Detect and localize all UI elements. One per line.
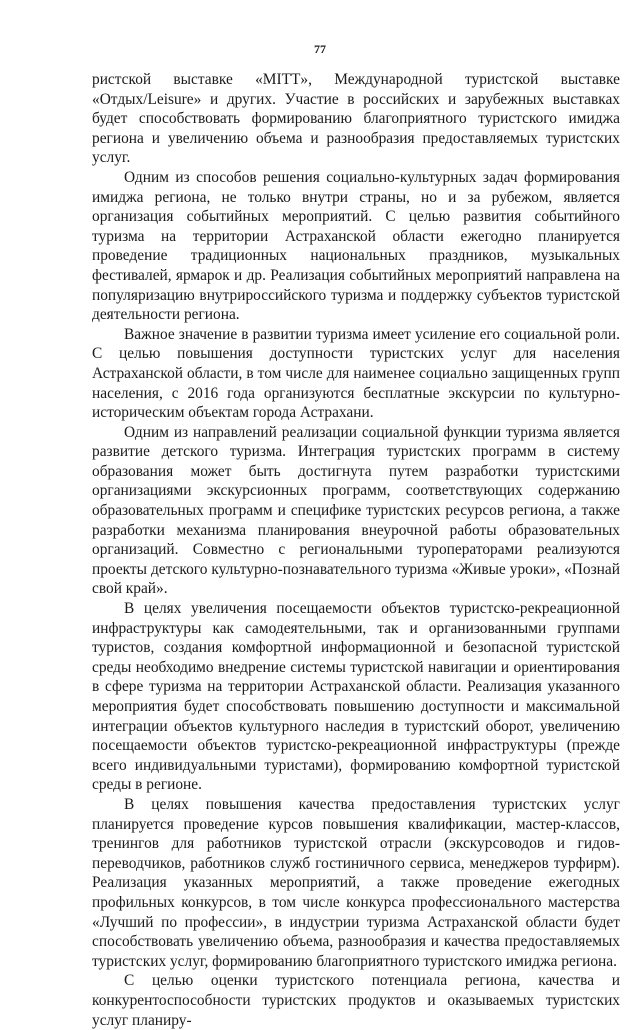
- paragraph-6: В целях повышения качества предоставления туристских услуг планируется проведение курсов повышения квалификации, мастер-классов, тренингов для работников туристской отрасли (экскурсоводов и гидов-переводчиков, работников служб гостиничного сервиса, менеджеров турфирм). Реализация указанных мероприятий, а также проведение ежегодных профильных конкурсов, в том числе конкурса профессионального мастерства «Лучший по профессии», в индустрии туризма Астраханской области будет способствовать увеличению объема, разнообразия и качества предоставляемых туристских услуг, формированию благоприятного туристского имиджа региона.: [92, 795, 620, 970]
- paragraph-4: Одним из направлений реализации социальной функции туризма является развитие детского туризма. Интеграция туристских программ в систему образования может быть достигнута путем разработки туристскими организациями экскурсионных программ, соответствующих содержанию образовательных программ и специфике туристских ресурсов региона, а также разработки механизма планирования внеурочной работы образовательных организаций. Совместно с региональными туроператорами реализуются проекты детского культурно-познавательного туризма «Живые уроки», «Познай свой край».: [92, 423, 620, 598]
- paragraph-2: Одним из способов решения социально-культурных задач формирования имиджа региона, не только внутри страны, но и за рубежом, является организация событийных мероприятий. С целью развития событийного туризма на территории Астраханской области ежегодно планируется проведение традиционных национальных праздников, музыкальных фестивалей, ярмарок и др. Реализация событийных мероприятий направлена на популяризацию внутрироссийского туризма и поддержку субъектов туристской деятельности региона.: [92, 168, 620, 324]
- page-number: 77: [314, 42, 326, 56]
- document-body: [92, 70, 620, 1030]
- paragraph-1: ристской выставке «MITT», Международной туристской выставке «Отдых/Leisure» и других. Участие в российских и зарубежных выставках будет способствовать формированию благоприятного туристского имиджа региона и увеличению объема и разнообразия предоставляемых туристских услуг.: [92, 71, 620, 167]
- paragraph-5: В целях увеличения посещаемости объектов туристско-рекреационной инфраструктуры как самодеятельными, так и организованными группами туристов, создания комфортной информационной и безопасной туристской среды необходимо внедрение системы туристской навигации и ориентирования в сфере туризма на территории Астраханской области. Реализация указанного мероприятия будет способствовать повышению доступности и максимальной интеграции объектов культурного наследия в туристский оборот, увеличению посещаемости объектов туристско-рекреационной инфраструктуры (прежде всего индивидуальными туристами), формированию комфортной туристской среды в регионе.: [92, 600, 620, 794]
- paragraph-7: С целью оценки туристского потенциала региона, качества и конкурентоспособности туристских продуктов и оказываемых туристских услуг планиру-: [92, 972, 620, 1029]
- paragraph-3: Важное значение в развитии туризма имеет усиление его социальной роли. С целью повышения доступности туристских услуг для населения Астраханской области, в том числе для наименее социально защищенных групп населения, с 2016 года организуются бесплатные экскурсии по культурно-историческим объектам города Астрахани.: [92, 325, 620, 422]
